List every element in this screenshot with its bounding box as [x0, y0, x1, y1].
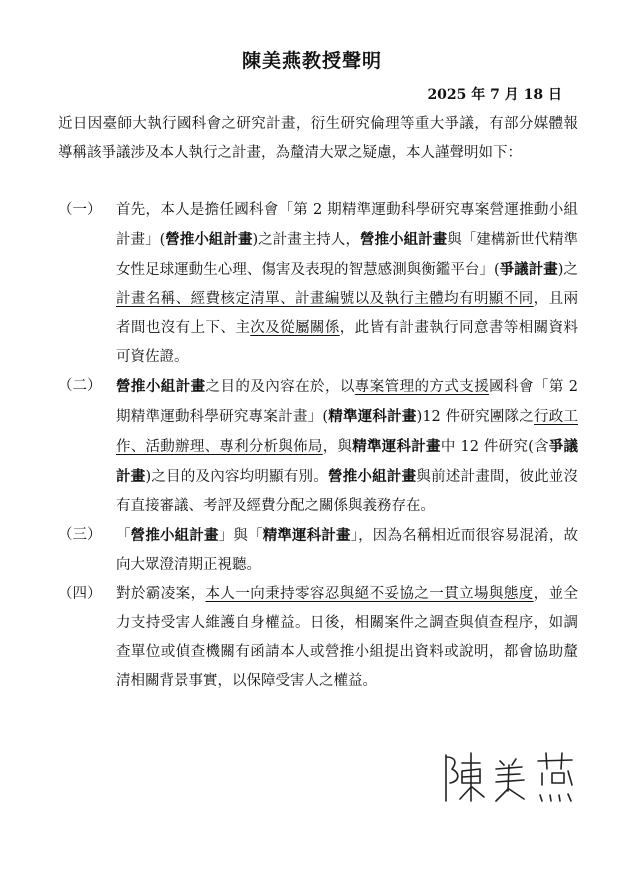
item-text: ，此皆有計畫執行同意書等相關資料可資佐證。 [116, 320, 578, 365]
item-text: )之 [557, 262, 578, 278]
statement-date: 2025 年 7 月 18 日 [427, 87, 562, 103]
underlined-phrase: 計畫名稱、經費核定清單、計畫編號以及執行主體均有明顯不同 [116, 291, 534, 307]
item-text: 」，因為名稱相近而很容易混淆，故向大眾澄清期正視聽。 [116, 528, 579, 573]
item-marker: （三） [58, 527, 102, 543]
bold-term: 營推小組計畫 [116, 378, 206, 395]
item-text: ，且兩者間也沒有上下、主 [116, 291, 579, 336]
statement-item-1 [58, 196, 578, 372]
statement-list [58, 196, 578, 696]
statement-item-3 [58, 521, 578, 580]
statement-title: 陳美燕教授聲明 [241, 50, 382, 72]
item-text: ，並全力支持受害人維護自身權益。日後，相關案件之調查與偵查程序，如調查單位或偵查機關有函請本人或營推小組提出資料或說明，都會協助釐清相關背景事實，以保障受害人之權益。 [116, 586, 579, 689]
bold-term: 精準運科計畫 [352, 438, 441, 455]
statement-item-4 [58, 580, 578, 696]
item-text: ，與 [322, 439, 353, 455]
bold-term: 精準運科計畫 [262, 527, 351, 544]
item-text: 」與「 [218, 528, 263, 544]
item-text: 之目的及內容在於，以 [205, 379, 355, 395]
item-text: 國科會「第 2 期精準運動科學研究專案計畫」( [116, 379, 579, 425]
item-text: )12 件研究團隊之 [416, 409, 535, 425]
bold-term: 營推小組計畫 [130, 527, 219, 544]
underlined-phrase: 本人一向秉持零容忍與絕不妥協之一貫立場與態度 [205, 586, 534, 602]
bold-term: 營推小組計畫 [165, 231, 253, 248]
item-text: 首先，本人是擔任國科會「第 2 期精準運動科學研究專案營運推動小組計畫」( [116, 202, 578, 248]
intro-paragraph: 近日因臺師大執行國科會之研究計畫，衍生研究倫理等重大爭議，有部分媒體報導稱該爭議涉及本人執行之計畫，為釐清大眾之疑慮，本人謹聲明如下： [58, 116, 578, 161]
item-text: 對於霸凌案， [116, 586, 206, 602]
bold-term: 營推小組計畫 [327, 468, 417, 485]
item-marker: （四） [58, 586, 102, 602]
item-text: 與前述計畫間，彼此並沒有直接審議、考評及經費分配之關係與義務存在。 [116, 469, 579, 514]
handwritten-signature [438, 735, 578, 813]
underlined-phrase: 行政工作、活動辦理、專利分析與佈局 [116, 409, 579, 455]
item-text: 「 [116, 528, 131, 544]
item-text: 中 12 件研究(含 [440, 439, 549, 455]
bold-term: 爭議計畫 [499, 261, 558, 278]
underlined-phrase: 次及從屬關係 [250, 320, 340, 336]
item-marker: （二） [58, 378, 102, 394]
underlined-phrase: 專案管理的方式支援 [354, 379, 490, 395]
item-marker: （一） [58, 202, 102, 218]
item-text: )之計畫主持人， [252, 232, 360, 248]
bold-term: 精準運科計畫 [327, 408, 417, 425]
item-text: )之目的及內容均明顯有別。 [145, 469, 328, 485]
bold-term: 爭議計畫 [116, 438, 579, 485]
bold-term: 營推小組計畫 [359, 231, 448, 248]
item-text: 與「建構新世代精準女性足球運動生心理、傷害及表現的智慧感測與衡鑑平台」( [116, 232, 578, 278]
statement-item-2 [58, 372, 578, 521]
